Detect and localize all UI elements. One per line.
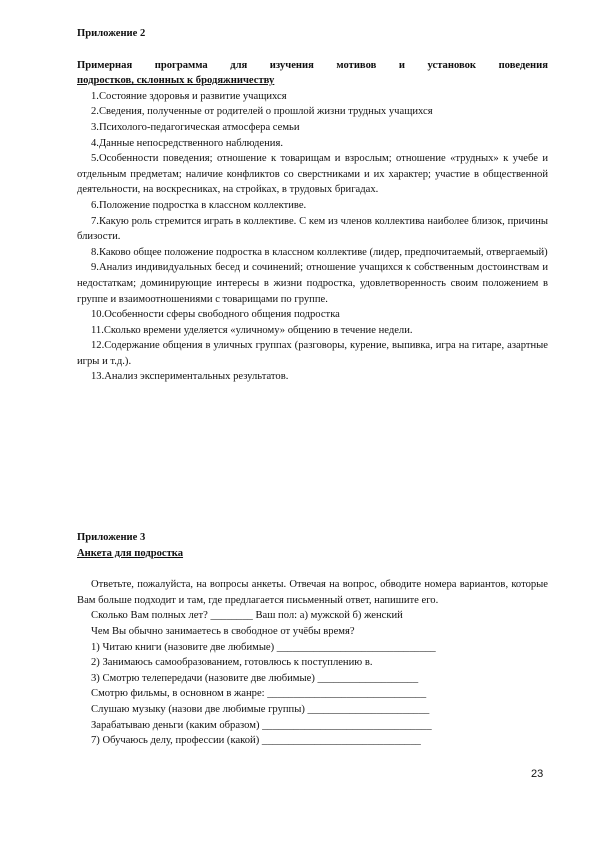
list-item: 10.Особенности сферы свободного общения подростка	[91, 309, 340, 321]
questionnaire-line: 1) Читаю книги (назовите две любимые) ______________________________	[91, 641, 436, 653]
list-item: 6.Положение подростка в классном коллективе.	[91, 199, 307, 211]
questionnaire-line: 3) Смотрю телепередачи (назовите две любимые) ___________________	[91, 672, 419, 684]
appendix-3-section	[77, 530, 548, 749]
questionnaire-intro: Ответьте, пожалуйста, на вопросы анкеты. Отвечая на вопрос, обводите номера вариантов, которые Вам больше подходит и там, где предлагается письменный ответ, напишите его.	[77, 579, 548, 606]
appendix-3-heading: Приложение 3	[77, 532, 146, 543]
questionnaire-line: Чем Вы обычно занимаетесь в свободное от учёбы время?	[91, 625, 355, 637]
appendix-2-list	[77, 89, 548, 385]
list-item: 5.Особенности поведения; отношение к товарищам и взрослым; отношение «трудных» к учебе и отдельным предметам; наличие конфликтов со сверстниками и их характер; участие в общественной деятельности, на воскресниках, на стройках, в трудовых бригадах.	[77, 153, 548, 196]
page-number: 23	[531, 768, 544, 780]
questionnaire-line: Слушаю музыку (назови две любимые группы) _______________________	[91, 703, 430, 715]
questionnaire-line: 7) Обучаюсь делу, профессии (какой) ______________________________	[91, 735, 421, 747]
list-item: 13.Анализ экспериментальных результатов.	[91, 371, 289, 383]
questionnaire-line: Сколько Вам полных лет? ________ Ваш пол: а) мужской б) женский	[91, 610, 403, 622]
appendix-2-title: Примерная программа для изучения мотивов и установок поведения	[77, 59, 548, 71]
list-item: 7.Какую роль стремится играть в коллективе. С кем из членов коллектива наиболее близок, причины близости.	[77, 215, 548, 243]
questionnaire-line: 2) Занимаюсь самообразованием, готовлюсь к поступлению в.	[91, 657, 373, 669]
list-item: 1.Состояние здоровья и развитие учащихся	[91, 90, 287, 102]
appendix-2-title-line2: подростков, склонных к бродяжничеству	[77, 75, 275, 87]
list-item: 11.Сколько времени уделяется «уличному» общению в течение недели.	[91, 324, 413, 336]
list-item: 8.Каково общее положение подростка в классном коллективе (лидер, предпочитаемый, отвергаемый)	[91, 246, 548, 258]
appendix-2-section	[77, 26, 548, 385]
appendix-2-heading: Приложение 2	[77, 28, 146, 39]
questionnaire-line: Смотрю фильмы, в основном в жанре: ______________________________	[91, 688, 427, 700]
list-item: 9.Анализ индивидуальных бесед и сочинений; отношение учащихся к собственным достоинствам и недостаткам; доминирующие интересы в жизни подростка, удовлетворенность своим положением в группе и взаимоотношениями с товарищами по группе.	[77, 262, 548, 305]
questionnaire-lines	[77, 608, 548, 748]
list-item: 3.Психолого-педагогическая атмосфера семьи	[91, 121, 300, 133]
list-item: 2.Сведения, полученные от родителей о прошлой жизни трудных учащихся	[91, 106, 433, 118]
appendix-3-subtitle: Анкета для подростка	[77, 547, 184, 559]
list-item: 12.Содержание общения в уличных группах (разговоры, курение, выпивка, игра на гитаре, азартные игры и т.д.).	[77, 340, 548, 367]
questionnaire-line: Зарабатываю деньги (каким образом) ________________________________	[91, 719, 432, 731]
list-item: 4.Данные непосредственного наблюдения.	[91, 137, 283, 149]
